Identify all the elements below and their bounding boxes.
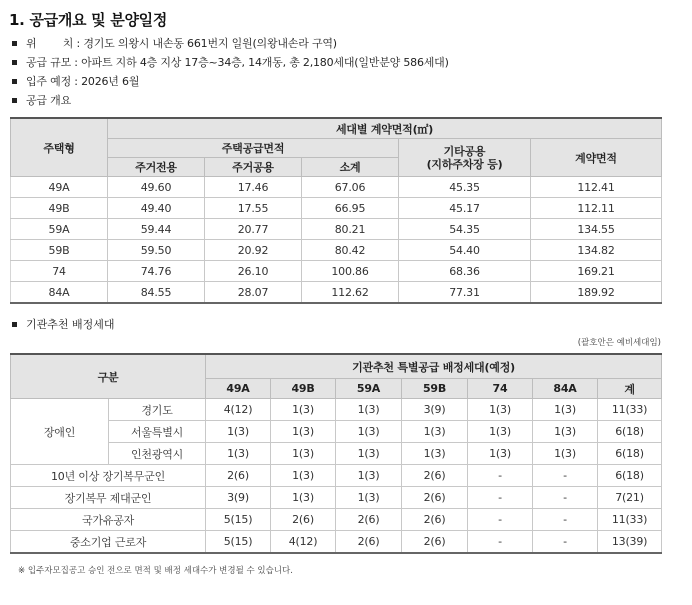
header-type-49a: 49A [206, 379, 271, 399]
table-cell: 2(6) [336, 531, 402, 554]
table-cell: 26.10 [205, 261, 302, 282]
table-cell: 1(3) [271, 443, 336, 465]
header-subtotal: 소계 [302, 158, 399, 177]
table-cell: 67.06 [302, 177, 399, 198]
table-cell: 3(9) [402, 399, 468, 421]
table-row [11, 240, 662, 261]
header-housing-type: 주택형 [11, 118, 108, 177]
bullet-text: 공급 개요 [26, 94, 72, 107]
table-row [11, 198, 662, 219]
table-row [11, 177, 662, 198]
table-row [11, 282, 662, 304]
table-cell: 54.40 [399, 240, 531, 261]
table-cell: 54.35 [399, 219, 531, 240]
table-cell: 1(3) [336, 443, 402, 465]
table-cell: 2(6) [206, 465, 271, 487]
table-cell: 2(6) [402, 487, 468, 509]
header-total: 계 [598, 379, 662, 399]
table-row [11, 509, 662, 531]
table-cell: 74.76 [108, 261, 205, 282]
bullet-supply-overview [10, 91, 449, 110]
header-contract-area: 계약면적 [531, 139, 662, 177]
table-cell: - [468, 509, 533, 531]
table-cell: 80.21 [302, 219, 399, 240]
table-cell: 59A [11, 219, 108, 240]
table-cell: 45.35 [399, 177, 531, 198]
table-cell: 20.77 [205, 219, 302, 240]
row-label-region: 서울특별시 [109, 421, 206, 443]
row-label-region: 인천광역시 [109, 443, 206, 465]
table-cell: 77.31 [399, 282, 531, 304]
header-allocation-group: 기관추천 특별공급 배정세대(예정) [206, 354, 662, 379]
table-cell: 1(3) [206, 421, 271, 443]
table-cell: 5(15) [206, 531, 271, 554]
header-type-74: 74 [468, 379, 533, 399]
bullet-square-icon [12, 79, 17, 84]
table-cell: 1(3) [336, 421, 402, 443]
table-row [11, 421, 662, 443]
table-cell: 134.55 [531, 219, 662, 240]
table-cell: 49B [11, 198, 108, 219]
table-cell: 1(3) [271, 421, 336, 443]
table-cell: 1(3) [533, 421, 598, 443]
table-cell: 1(3) [533, 443, 598, 465]
bullet-square-icon [12, 322, 17, 327]
table-cell: 100.86 [302, 261, 399, 282]
row-label: 장기복무 제대군인 [11, 487, 206, 509]
table-row [11, 465, 662, 487]
table-cell: 2(6) [271, 509, 336, 531]
table-cell: 45.17 [399, 198, 531, 219]
table-cell: 13(39) [598, 531, 662, 554]
table-cell: 2(6) [402, 465, 468, 487]
table-cell: 1(3) [402, 443, 468, 465]
table-cell: 112.11 [531, 198, 662, 219]
footnote: ※ 입주자모집공고 승인 전으로 면적 및 배정 세대수가 변경될 수 있습니다. [18, 566, 293, 576]
table-cell: 112.41 [531, 177, 662, 198]
header-type-49b: 49B [271, 379, 336, 399]
table-cell: 1(3) [468, 421, 533, 443]
supply-area-table [10, 117, 662, 304]
table-row [11, 399, 662, 421]
row-label-region: 경기도 [109, 399, 206, 421]
table-cell: 1(3) [336, 465, 402, 487]
table-cell: 28.07 [205, 282, 302, 304]
bullet-location [10, 34, 449, 53]
table-row [11, 261, 662, 282]
table-cell: 5(15) [206, 509, 271, 531]
row-label: 국가유공자 [11, 509, 206, 531]
table-cell: 1(3) [533, 399, 598, 421]
table-cell: 134.82 [531, 240, 662, 261]
table-cell: 7(21) [598, 487, 662, 509]
header-type-84a: 84A [533, 379, 598, 399]
table-cell: 49.40 [108, 198, 205, 219]
table-cell: - [533, 487, 598, 509]
table-cell: 189.92 [531, 282, 662, 304]
bullet-scale [10, 53, 449, 72]
table-cell: 74 [11, 261, 108, 282]
table-cell: 2(6) [402, 509, 468, 531]
table-cell: 1(3) [271, 465, 336, 487]
table-row [11, 531, 662, 554]
table-cell: 80.42 [302, 240, 399, 261]
table-cell: - [468, 487, 533, 509]
section-title: 1. 공급개요 및 분양일정 [9, 11, 168, 29]
allocation-section-title: 기관추천 배정세대 [26, 318, 115, 331]
table-cell: 1(3) [468, 443, 533, 465]
reserve-note: (괄호안은 예비세대임) [577, 338, 661, 348]
bullet-square-icon [12, 98, 17, 103]
table-cell: 17.46 [205, 177, 302, 198]
bullet-text: 위 치 : 경기도 의왕시 내손동 661번지 일원(의왕내손라 구역) [26, 37, 337, 50]
header-category: 구분 [11, 354, 206, 399]
header-type-59a: 59A [336, 379, 402, 399]
bullet-move-in [10, 72, 449, 91]
table-cell: 68.36 [399, 261, 531, 282]
table-cell: 3(9) [206, 487, 271, 509]
header-type-59b: 59B [402, 379, 468, 399]
bullet-square-icon [12, 41, 17, 46]
table-cell: 6(18) [598, 465, 662, 487]
table-cell: 20.92 [205, 240, 302, 261]
table-cell: 11(33) [598, 399, 662, 421]
table-cell: 169.21 [531, 261, 662, 282]
bullet-text: 공급 규모 : 아파트 지하 4층 지상 17층~34층, 14개동, 총 2,180세대(일반분양 586세대) [26, 56, 449, 69]
row-label: 중소기업 근로자 [11, 531, 206, 554]
row-label: 10년 이상 장기복무군인 [11, 465, 206, 487]
table-cell: 1(3) [468, 399, 533, 421]
table-cell: 49A [11, 177, 108, 198]
table-cell: 1(3) [336, 399, 402, 421]
table-cell: 1(3) [336, 487, 402, 509]
table-cell: - [533, 531, 598, 554]
allocation-table [10, 353, 662, 554]
bullet-square-icon [12, 60, 17, 65]
table-cell: - [533, 465, 598, 487]
table-cell: 112.62 [302, 282, 399, 304]
overview-bullet-list [10, 34, 449, 110]
table-cell: - [468, 531, 533, 554]
table-row [11, 219, 662, 240]
header-other-common [399, 139, 531, 177]
table-cell: - [533, 509, 598, 531]
table-cell: 2(6) [402, 531, 468, 554]
bullet-text: 입주 예정 : 2026년 6월 [26, 75, 140, 88]
row-label-disabled: 장애인 [11, 399, 109, 465]
table-cell: 2(6) [336, 509, 402, 531]
table-cell: 1(3) [271, 399, 336, 421]
table-cell: 84A [11, 282, 108, 304]
header-other-common-text: 기타공용 (지하주차장 등) [426, 144, 503, 171]
table-cell: 84.55 [108, 282, 205, 304]
table-cell: 59.50 [108, 240, 205, 261]
table-row [11, 443, 662, 465]
allocation-section-heading [10, 316, 115, 332]
table-cell: 49.60 [108, 177, 205, 198]
table-cell: 6(18) [598, 443, 662, 465]
table-row [11, 487, 662, 509]
table-cell: 6(18) [598, 421, 662, 443]
table-cell: 59.44 [108, 219, 205, 240]
table-cell: 17.55 [205, 198, 302, 219]
header-exclusive: 주거전용 [108, 158, 205, 177]
table-cell: - [468, 465, 533, 487]
table-cell: 11(33) [598, 509, 662, 531]
table-cell: 1(3) [206, 443, 271, 465]
table-cell: 4(12) [206, 399, 271, 421]
table-cell: 4(12) [271, 531, 336, 554]
table-cell: 1(3) [402, 421, 468, 443]
header-area-group: 세대별 계약면적(㎡) [108, 118, 662, 139]
table-cell: 59B [11, 240, 108, 261]
header-supply-area: 주택공급면적 [108, 139, 399, 158]
table-cell: 1(3) [271, 487, 336, 509]
table-cell: 66.95 [302, 198, 399, 219]
header-residential-common: 주거공용 [205, 158, 302, 177]
